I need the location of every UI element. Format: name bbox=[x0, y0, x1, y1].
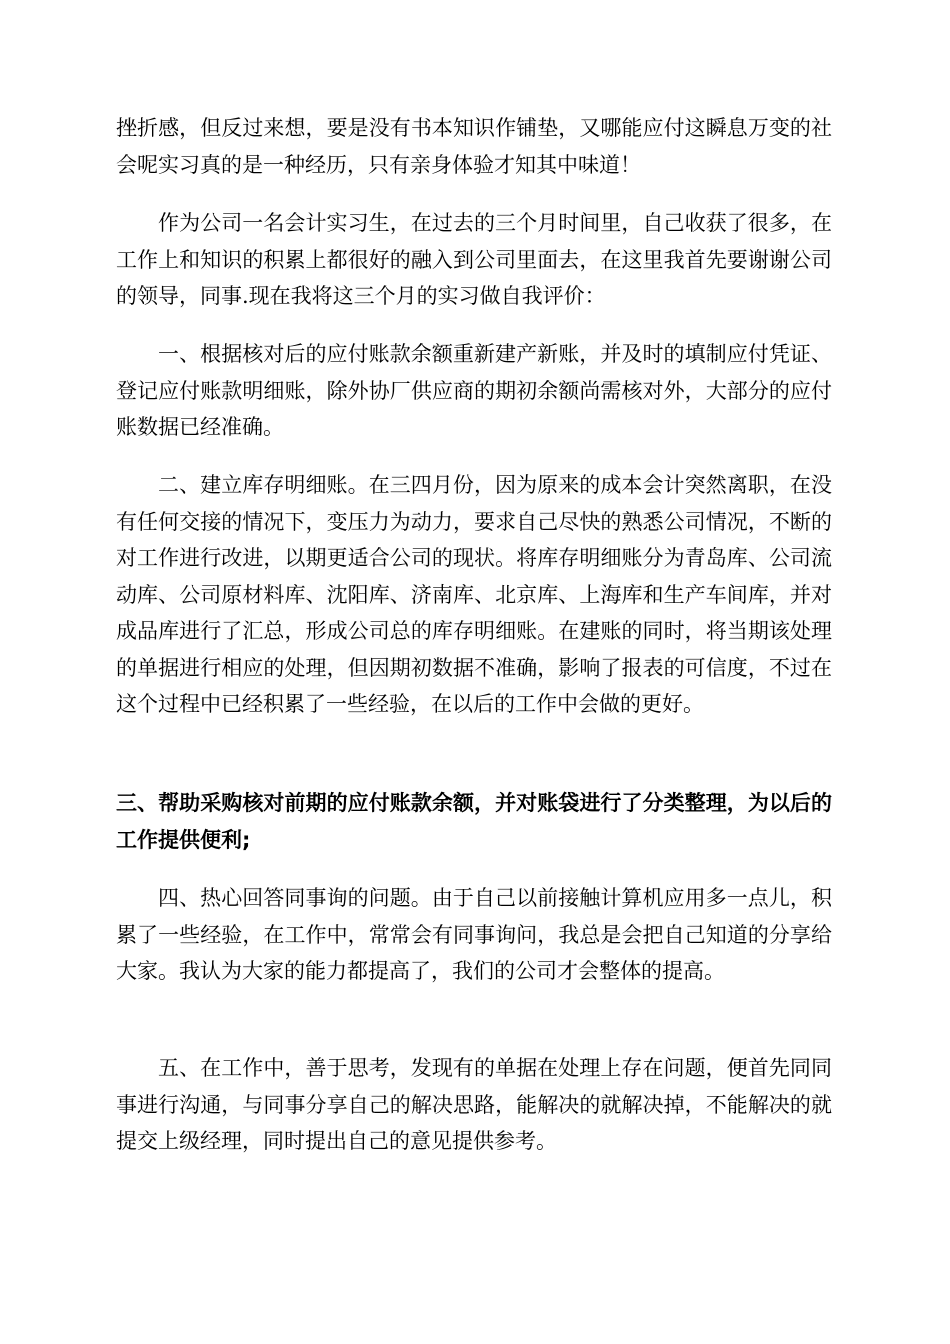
paragraph-item-3-bold: 三、帮助采购核对前期的应付账款余额，并对账袋进行了分类整理，为以后的工作提供便利; bbox=[116, 791, 832, 852]
paragraph-item-4: 四、热心回答同事询的问题。由于自己以前接触计算机应用多一点儿，积累了一些经验，在工作中，常常会有同事询问，我总是会把自己知道的分享给大家。我认为大家的能力都提高了，我们的公司才会整体的提高。 bbox=[116, 886, 832, 983]
paragraph-intro-continuation: 挫折感，但反过来想，要是没有书本知识作铺垫，又哪能应付这瞬息万变的社会呢实习真的是一种经历，只有亲身体验才知其中味道！ bbox=[116, 116, 832, 177]
paragraph-item-1: 一、根据核对后的应付账款余额重新建产新账，并及时的填制应付凭证、登记应付账款明细账，除外协厂供应商的期初余额尚需核对外，大部分的应付账数据已经准确。 bbox=[116, 342, 832, 439]
paragraph-self-evaluation-intro: 作为公司一名会计实习生，在过去的三个月时间里，自己收获了很多，在工作上和知识的积累上都很好的融入到公司里面去，在这里我首先要谢谢公司的领导，同事.现在我将这三个月的实习做自我评价： bbox=[116, 211, 832, 308]
paragraph-item-2: 二、建立库存明细账。在三四月份，因为原来的成本会计突然离职，在没有任何交接的情况下，变压力为动力，要求自己尽快的熟悉公司情况，不断的对工作进行改进，以期更适合公司的现状。将库存明细账分为青岛库、公司流动库、公司原材料库、沈阳库、济南库、北京库、上海库和生产车间库，并对成品库进行了汇总，形成公司总的库存明细账。在建账的同时，将当期该处理的单据进行相应的处理，但因期初数据不准确，影响了报表的可信度，不过在这个过程中已经积累了一些经验，在以后的工作中会做的更好。 bbox=[116, 473, 832, 716]
paragraph-item-5: 五、在工作中，善于思考，发现有的单据在处理上存在问题，便首先同同事进行沟通，与同事分享自己的解决思路，能解决的就解决掉，不能解决的就提交上级经理，同时提出自己的意见提供参考。 bbox=[116, 1056, 832, 1153]
